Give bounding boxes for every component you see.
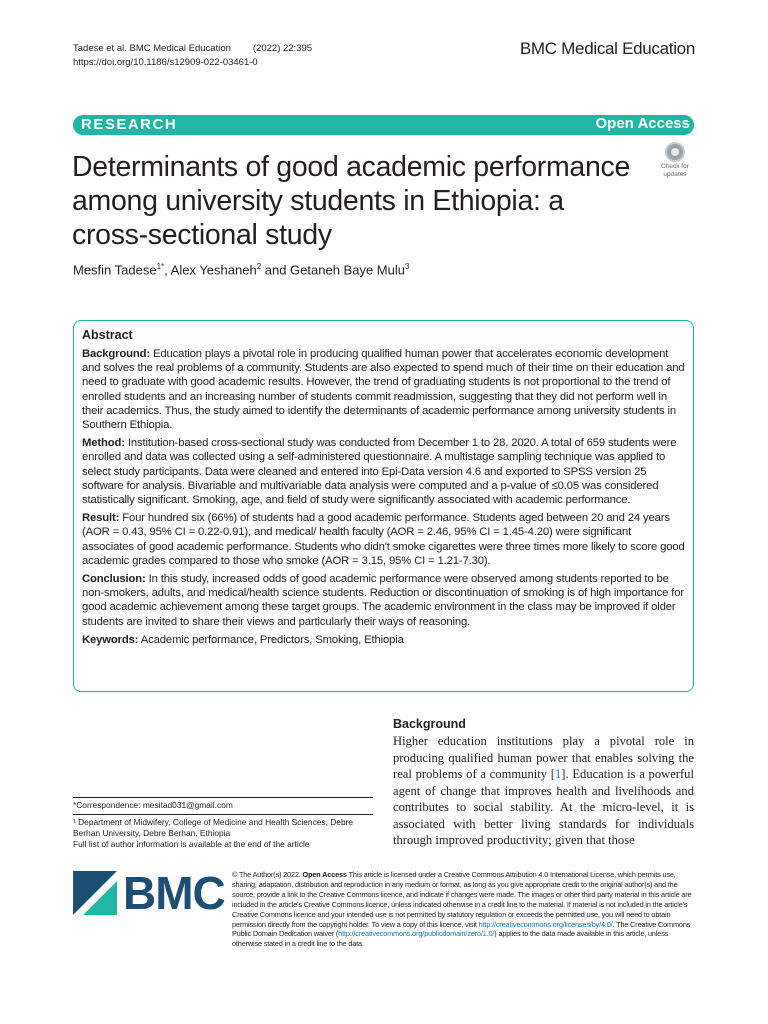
section-label: RESEARCH	[81, 116, 178, 133]
bmc-logo-text: BMC	[123, 867, 225, 919]
bmc-logo	[73, 867, 225, 919]
reference-link[interactable]: 1	[554, 767, 562, 781]
abstract-keywords	[82, 633, 685, 647]
license-text	[232, 870, 698, 949]
result-text: Four hundred six (66%) of students had a good academic performance. Students aged between 20 and 24 years (AOR = 0.43, 95% CI = 0.22-0.91), and medical/ health faculty (AOR = 2.46, 95% CI = 1.45-4.20) were significant associates of good academic performance. Students who didn't smoke cigarettes were three times more likely to score good academic grades compared to those who smoke (AOR = 3.15, 95% CI = 1.21-7.30).	[82, 512, 685, 567]
abstract-background	[82, 347, 685, 432]
author-3-affil: 3	[404, 262, 410, 271]
citation-year-volume: (2022) 22:395	[252, 43, 313, 54]
section-banner	[73, 115, 694, 135]
abstract-heading: Abstract	[82, 328, 133, 342]
keywords-label: Keywords:	[82, 633, 139, 646]
background-body-b: ]. Education is a powerful agent of change that improves health and livelihoods and contributes to social stability. At the micro-level, it is associated with better living standards for individuals through improved productivity; given that those	[393, 767, 694, 847]
bmc-logo-icon	[73, 871, 117, 915]
background-body	[393, 733, 694, 849]
conclusion-text: In this study, increased odds of good academic performance were observed among students reported to be non-smokers, adults, and medical/health science students. Reduction or discontinuation of smoking is of high importance for good academic achievement among these target groups. The academic environment in the class may be improved if older students are invited to share their views and particularly their ways of reasoning.	[82, 573, 684, 628]
method-text: Institution-based cross-sectional study was conducted from December 1 to 28, 2020. A total of 659 students were enrolled and data was collected using a self-administered questionnaire. A multistage sampling technique was applied to select study participants. Data were cleaned and entered into Epi-Data version 4.6 and exported to SPSS version 25 software for analysis. Bivariable and multivariable data analysis were computed and a p-value of ≤0.05 was considered statistically significant. Smoking, age, and field of study were significantly associated with academic performance.	[82, 437, 677, 507]
author-3[interactable]: and Getaneh Baye Mulu	[261, 262, 405, 278]
correspondence[interactable]: *Correspondence: mesitad031@gmail.com	[73, 800, 233, 810]
abstract-box	[73, 320, 694, 692]
keywords-text: Academic performance, Predictors, Smoking, Ethiopia	[140, 633, 404, 646]
abstract-method	[82, 436, 685, 507]
footnote-divider	[73, 797, 373, 798]
author-list	[73, 262, 409, 277]
background-text: Education plays a pivotal role in producing qualified human power that accelerates economic development and solves the real problems of a community. Students are also expected to spend much of their time on their education and need to graduate with good academic results. However, the trend of graduating students is not proportional to the trend of enrolled students and an increasing number of students commit readmission, suggesting that they did not perform well in their academics. Thus, the study aimed to identify the determinants of academic performance among university students in Southern Ethiopia.	[82, 348, 685, 432]
open-access-label: Open Access	[595, 115, 690, 132]
author-1[interactable]: Mesfin Tadese	[73, 262, 157, 278]
author-1-affil: 1*	[156, 262, 165, 271]
abstract-result	[82, 511, 685, 568]
article-title: Determinants of good academic performance among university students in Ethiopia: a cross-sectional study	[72, 151, 630, 251]
citation-line	[73, 42, 312, 56]
background-label: Background:	[82, 348, 151, 360]
citation-authors: Tadese et al. BMC Medical Education	[73, 43, 231, 54]
conclusion-label: Conclusion:	[82, 573, 146, 586]
check-for-updates-button[interactable]	[655, 142, 695, 180]
affiliation: ¹ Department of Midwifery, College of Medicine and Health Sciences, Debre Berhan University, Debre Berhan, Ethiopia	[73, 817, 354, 838]
check-updates-line2: updates	[663, 171, 687, 178]
author-2-affil: 2	[256, 262, 262, 271]
journal-name: BMC Medical Education	[519, 39, 695, 58]
license-oa: Open Access	[302, 870, 347, 879]
abstract-conclusion	[82, 572, 685, 629]
footnote-divider-2	[73, 814, 373, 815]
doi-link[interactable]: https://doi.org/10.1186/s12909-022-03461-0	[73, 57, 258, 68]
cc-zero-link[interactable]: http://creativecommons.org/publicdomain/zero/1.0/	[338, 929, 495, 939]
license-mid: . The Creative Commons Public Domain Dedication waiver (	[232, 919, 691, 939]
license-end: ) applies to the data made available in this article, unless otherwise stated in a credit line to the data.	[232, 929, 669, 949]
result-label: Result:	[82, 512, 120, 525]
footnotes	[73, 797, 373, 850]
method-label: Method:	[82, 437, 125, 450]
license-lead: © The Author(s) 2022.	[232, 870, 301, 879]
cc-by-link[interactable]: http://creativecommons.org/licenses/by/4.0/	[478, 919, 613, 929]
background-body-a: Higher education institutions play a pivotal role in producing qualified human power that enables solving the real problems of a community [	[393, 734, 694, 781]
check-updates-icon	[665, 142, 685, 162]
background-heading: Background	[393, 717, 466, 731]
check-updates-line1: Check for	[661, 163, 689, 170]
license-body: This article is licensed under a Creative Commons Attribution 4.0 International License, which permits use, sharing, adaptation, distribution and reproduction in any medium or format, as long as you give appropriate credit to the original author(s) and the source, provide a link to the Creative Commons licence, and indicate if changes were made. The images or other third party material in this article are included in the article's Creative Commons licence, unless indicated otherwise in a credit line to the material. If material is not included in the article's Creative Commons licence and your intended use is not permitted by statutory regulation or exceeds the permitted use, you will need to obtain permission directly from the copyright holder. To view a copy of this licence, visit	[232, 870, 692, 929]
citation-header	[73, 42, 312, 70]
full-author-info: Full list of author information is available at the end of the article	[73, 839, 310, 849]
author-2[interactable]: , Alex Yeshaneh	[164, 262, 257, 278]
